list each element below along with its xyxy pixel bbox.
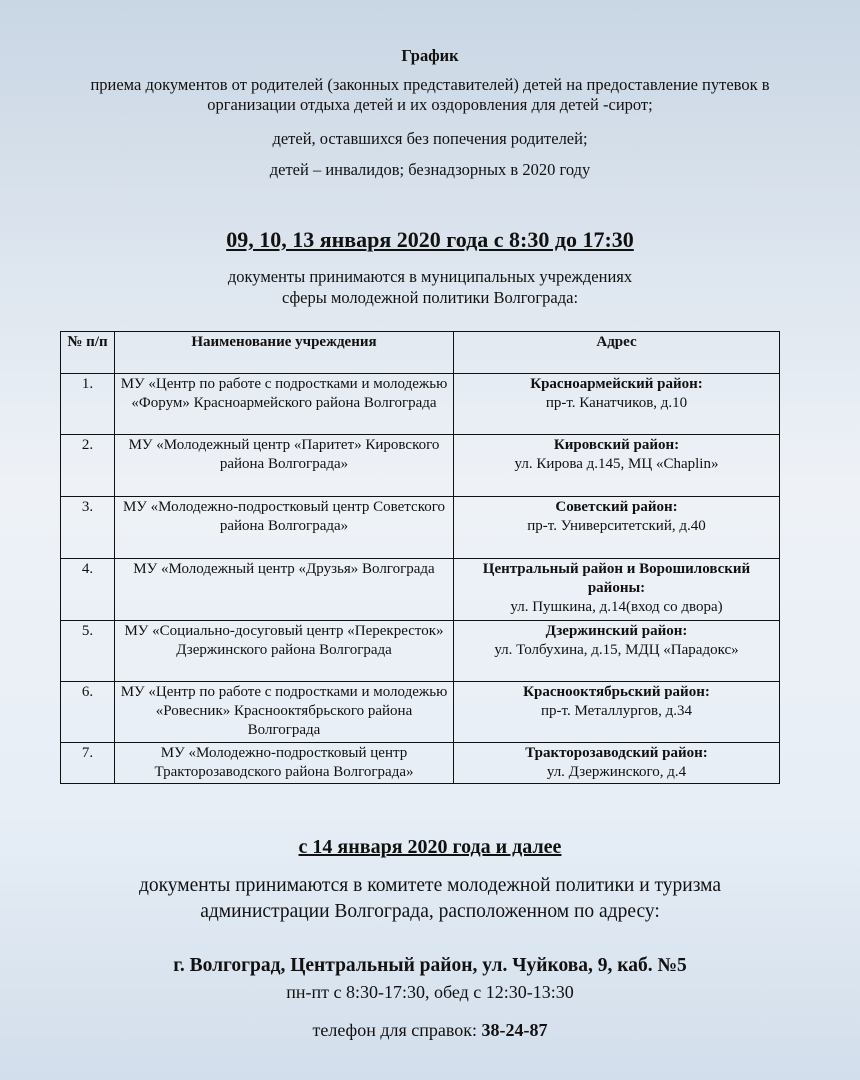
subtitle-line-1: приема документов от родителей (законных представителей) детей на предоставление путевок в организации отдыха детей и их оздоровления для детей -сирот;	[90, 75, 770, 114]
period1-heading: 09, 10, 13 января 2020 года с 8:30 до 17:30	[226, 227, 634, 252]
table-row	[61, 435, 780, 497]
subtitle-line-3: детей – инвалидов; безнадзорных в 2020 году	[269, 160, 591, 179]
district-name: Дзержинский район:	[545, 623, 688, 639]
institution-address-cell	[454, 682, 780, 743]
table-row	[61, 621, 780, 682]
institution-name: МУ «Молодежный центр «Друзья» Волгограда	[115, 559, 454, 621]
period2-note	[0, 873, 860, 925]
institution-address-cell	[454, 621, 780, 682]
table-row	[61, 374, 780, 435]
district-name: Тракторозаводский район:	[525, 745, 708, 761]
period1-note-line1: документы принимаются в муниципальных учреждениях	[227, 267, 633, 286]
header-address: Адрес	[454, 332, 780, 374]
phone-number: 38-24-87	[481, 1020, 548, 1040]
institution-name: МУ «Молодежно-подростковый центр Советского района Волгограда»	[115, 497, 454, 559]
table-header-row	[61, 332, 780, 374]
institution-name: МУ «Молодежно-подростковый центр Тракторозаводского района Волгограда»	[115, 743, 454, 784]
institution-address-cell	[454, 743, 780, 784]
street-address: ул. Пушкина, д.14(вход со двора)	[510, 599, 723, 615]
street-address: пр-т. Канатчиков, д.10	[545, 395, 688, 411]
row-number: 6.	[61, 682, 115, 743]
institution-name: МУ «Центр по работе с подростками и молодежью «Форум» Красноармейского района Волгограда	[115, 374, 454, 435]
period2-heading: с 14 января 2020 года и далее	[298, 836, 562, 858]
table-row	[61, 497, 780, 559]
row-number: 7.	[61, 743, 115, 784]
table-body	[61, 374, 780, 784]
row-number: 5.	[61, 621, 115, 682]
phone-line	[0, 1020, 860, 1041]
district-name: Кировский район:	[553, 437, 680, 453]
header-institution: Наименование учреждения	[115, 332, 454, 374]
institution-address-cell	[454, 497, 780, 559]
working-hours: пн-пт с 8:30-17:30, обед с 12:30-13:30	[286, 982, 574, 1002]
institution-name: МУ «Центр по работе с подростками и молодежью «Ровесник» Краснооктябрьского района Волгограда	[115, 682, 454, 743]
header-number: № п/п	[61, 332, 115, 374]
district-name: Советский район:	[555, 499, 678, 515]
district-name: Центральный район и Ворошиловский районы:	[482, 561, 751, 596]
district-name: Краснооктябрьский район:	[523, 684, 710, 700]
row-number: 2.	[61, 435, 115, 497]
period1-note-line2: сферы молодежной политики Волгограда:	[281, 288, 579, 307]
institution-name: МУ «Молодежный центр «Паритет» Кировского района Волгограда»	[115, 435, 454, 497]
institution-address-cell	[454, 559, 780, 621]
street-address: ул. Кирова д.145, МЦ «Chaplin»	[514, 456, 719, 472]
table-row	[61, 559, 780, 621]
street-address: пр-т. Университетский, д.40	[527, 518, 706, 534]
street-address: пр-т. Металлургов, д.34	[541, 703, 692, 719]
row-number: 4.	[61, 559, 115, 621]
period2-note-line2: администрации Волгограда, расположенном по адресу:	[200, 901, 660, 922]
period2-note-line1: документы принимаются в комитете молодежной политики и туризма	[138, 875, 722, 896]
street-address: ул. Дзержинского, д.4	[546, 764, 687, 780]
row-number: 3.	[61, 497, 115, 559]
document-title: График	[401, 46, 459, 65]
subtitle-line-2: детей, оставшихся без попечения родителей;	[272, 129, 588, 148]
period1-note	[0, 266, 860, 308]
district-name: Красноармейский район:	[530, 376, 703, 392]
street-address: ул. Толбухина, д.15, МДЦ «Парадокс»	[494, 642, 739, 658]
table-row	[61, 743, 780, 784]
institution-address-cell	[454, 374, 780, 435]
institution-address-cell	[454, 435, 780, 497]
institutions-table	[60, 331, 780, 784]
table-row	[61, 682, 780, 743]
institution-name: МУ «Социально-досуговый центр «Перекресток» Дзержинского района Волгограда	[115, 621, 454, 682]
row-number: 1.	[61, 374, 115, 435]
committee-address: г. Волгоград, Центральный район, ул. Чуйкова, 9, каб. №5	[173, 955, 687, 976]
phone-label: телефон для справок:	[312, 1020, 482, 1040]
